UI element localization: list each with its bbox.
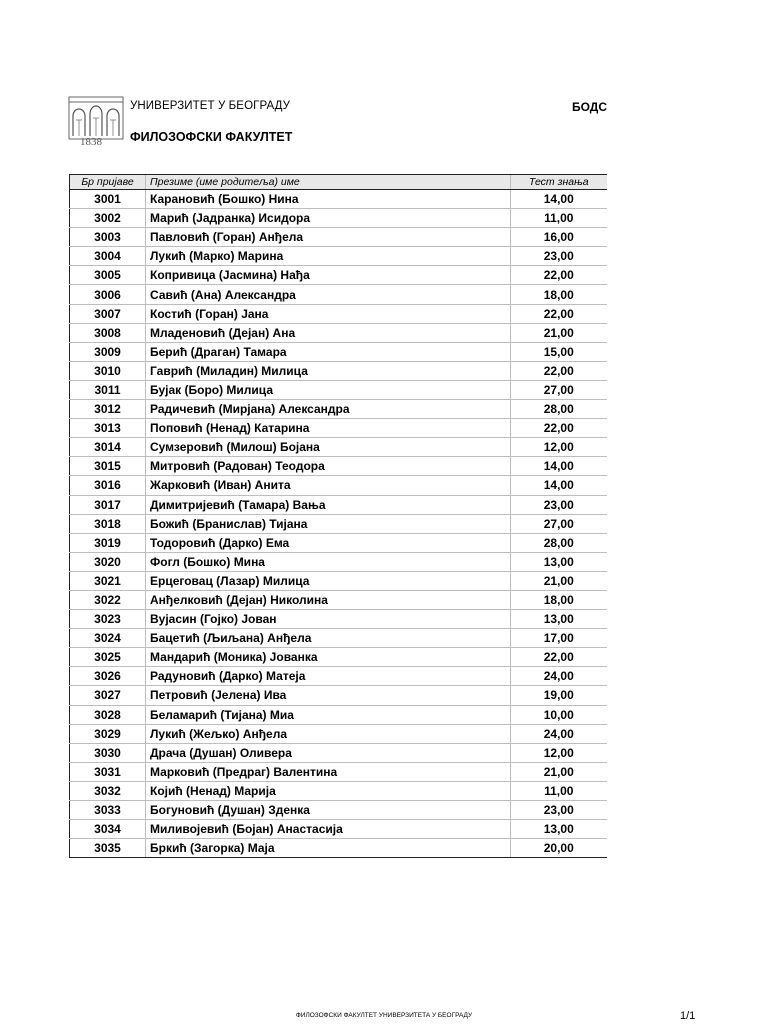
- name-cell: Богуновић (Душан) Зденка: [146, 801, 511, 820]
- name-cell: Мандарић (Моника) Јованка: [146, 648, 511, 667]
- name-cell: Лукић (Жељко) Анђела: [146, 724, 511, 743]
- name-cell: Жарковић (Иван) Анита: [146, 476, 511, 495]
- name-cell: Савић (Ана) Александра: [146, 285, 511, 304]
- table-row: [70, 419, 607, 438]
- test-score-cell: 28,00: [511, 533, 607, 552]
- test-score-cell: 27,00: [511, 514, 607, 533]
- table-row: [70, 438, 607, 457]
- application-number-cell: 3018: [70, 514, 146, 533]
- test-score-cell: 28,00: [511, 400, 607, 419]
- test-score-cell: 13,00: [511, 552, 607, 571]
- table-row: [70, 400, 607, 419]
- table-row: [70, 743, 607, 762]
- name-cell: Гаврић (Миладин) Милица: [146, 361, 511, 380]
- application-number-cell: 3007: [70, 304, 146, 323]
- test-score-cell: 18,00: [511, 285, 607, 304]
- application-number-cell: 3023: [70, 610, 146, 629]
- name-cell: Карановић (Бошко) Нина: [146, 190, 511, 209]
- university-name: УНИВЕРЗИТЕТ У БЕОГРАДУ: [130, 100, 291, 112]
- test-score-cell: 22,00: [511, 419, 607, 438]
- table-row: [70, 610, 607, 629]
- table-row: [70, 514, 607, 533]
- table-row: [70, 380, 607, 399]
- application-number-cell: 3020: [70, 552, 146, 571]
- application-number-cell: 3026: [70, 667, 146, 686]
- table-row: [70, 801, 607, 820]
- application-number-cell: 3035: [70, 839, 146, 858]
- table-row: [70, 533, 607, 552]
- test-score-cell: 11,00: [511, 209, 607, 228]
- application-number-cell: 3027: [70, 686, 146, 705]
- application-number-cell: 3028: [70, 705, 146, 724]
- table-row: [70, 686, 607, 705]
- application-number-cell: 3008: [70, 323, 146, 342]
- footer-text: ФИЛОЗОФСКИ ФАКУЛТЕТ УНИВЕРЗИТЕТА У БЕОГРАДУ: [295, 1012, 473, 1019]
- test-score-cell: 15,00: [511, 342, 607, 361]
- name-cell: Берић (Драган) Тамара: [146, 342, 511, 361]
- test-score-cell: 23,00: [511, 801, 607, 820]
- table-row: [70, 304, 607, 323]
- table-row: [70, 266, 607, 285]
- column-header-test-score: Тест знања: [511, 175, 607, 190]
- test-score-cell: 11,00: [511, 781, 607, 800]
- test-score-cell: 10,00: [511, 705, 607, 724]
- application-number-cell: 3001: [70, 190, 146, 209]
- test-score-cell: 19,00: [511, 686, 607, 705]
- test-score-cell: 14,00: [511, 190, 607, 209]
- table-header-row: [70, 175, 607, 190]
- test-score-cell: 14,00: [511, 457, 607, 476]
- name-cell: Миливојевић (Бојан) Анастасија: [146, 820, 511, 839]
- table-row: [70, 648, 607, 667]
- table-row: [70, 285, 607, 304]
- application-number-cell: 3004: [70, 247, 146, 266]
- application-number-cell: 3006: [70, 285, 146, 304]
- test-score-cell: 24,00: [511, 667, 607, 686]
- column-header-name: Презиме (име родитеља) име: [146, 175, 511, 190]
- table-row: [70, 667, 607, 686]
- table-row: [70, 247, 607, 266]
- name-cell: Радуновић (Дарко) Матеја: [146, 667, 511, 686]
- test-score-cell: 13,00: [511, 820, 607, 839]
- test-score-cell: 20,00: [511, 839, 607, 858]
- table-row: [70, 209, 607, 228]
- table-row: [70, 724, 607, 743]
- application-number-cell: 3013: [70, 419, 146, 438]
- test-score-cell: 22,00: [511, 266, 607, 285]
- table-row: [70, 552, 607, 571]
- application-number-cell: 3011: [70, 380, 146, 399]
- university-logo: [68, 96, 124, 156]
- application-number-cell: 3024: [70, 629, 146, 648]
- table-row: [70, 762, 607, 781]
- table-row: [70, 342, 607, 361]
- name-cell: Марковић (Предраг) Валентина: [146, 762, 511, 781]
- document-header: [68, 96, 768, 156]
- test-score-cell: 18,00: [511, 590, 607, 609]
- application-number-cell: 3002: [70, 209, 146, 228]
- name-cell: Младеновић (Дејан) Ана: [146, 323, 511, 342]
- name-cell: Костић (Горан) Јана: [146, 304, 511, 323]
- test-score-cell: 16,00: [511, 228, 607, 247]
- table-row: [70, 228, 607, 247]
- name-cell: Марић (Јадранка) Исидора: [146, 209, 511, 228]
- test-score-cell: 21,00: [511, 571, 607, 590]
- name-cell: Фогл (Бошко) Мина: [146, 552, 511, 571]
- table-row: [70, 457, 607, 476]
- test-score-cell: 14,00: [511, 476, 607, 495]
- application-number-cell: 3022: [70, 590, 146, 609]
- application-number-cell: 3012: [70, 400, 146, 419]
- name-cell: Поповић (Ненад) Катарина: [146, 419, 511, 438]
- application-number-cell: 3021: [70, 571, 146, 590]
- application-number-cell: 3010: [70, 361, 146, 380]
- name-cell: Радичевић (Мирјана) Александра: [146, 400, 511, 419]
- table-row: [70, 781, 607, 800]
- application-number-cell: 3003: [70, 228, 146, 247]
- table-row: [70, 839, 607, 858]
- name-cell: Ерцеговац (Лазар) Милица: [146, 571, 511, 590]
- test-score-cell: 24,00: [511, 724, 607, 743]
- name-cell: Којић (Ненад) Марија: [146, 781, 511, 800]
- application-number-cell: 3030: [70, 743, 146, 762]
- name-cell: Павловић (Горан) Анђела: [146, 228, 511, 247]
- test-score-cell: 23,00: [511, 495, 607, 514]
- name-cell: Вујасин (Гојко) Јован: [146, 610, 511, 629]
- test-score-cell: 17,00: [511, 629, 607, 648]
- page-number: 1/1: [680, 1010, 696, 1022]
- test-score-cell: 13,00: [511, 610, 607, 629]
- name-cell: Копривица (Јасмина) Нађа: [146, 266, 511, 285]
- test-score-cell: 22,00: [511, 361, 607, 380]
- table-row: [70, 571, 607, 590]
- table-row: [70, 190, 607, 209]
- faculty-name: ФИЛОЗОФСКИ ФАКУЛТЕТ: [130, 130, 293, 144]
- application-number-cell: 3019: [70, 533, 146, 552]
- name-cell: Бацетић (Љиљана) Анђела: [146, 629, 511, 648]
- test-score-cell: 23,00: [511, 247, 607, 266]
- application-number-cell: 3031: [70, 762, 146, 781]
- application-number-cell: 3014: [70, 438, 146, 457]
- test-score-cell: 27,00: [511, 380, 607, 399]
- name-cell: Анђелковић (Дејан) Николина: [146, 590, 511, 609]
- name-cell: Божић (Бранислав) Тијана: [146, 514, 511, 533]
- test-score-cell: 21,00: [511, 762, 607, 781]
- application-number-cell: 3015: [70, 457, 146, 476]
- test-score-cell: 22,00: [511, 304, 607, 323]
- application-number-cell: 3029: [70, 724, 146, 743]
- building-arches-icon: [68, 96, 124, 140]
- application-number-cell: 3009: [70, 342, 146, 361]
- name-cell: Лукић (Марко) Марина: [146, 247, 511, 266]
- document-title: БОДС: [572, 100, 608, 114]
- table-row: [70, 820, 607, 839]
- test-score-cell: 21,00: [511, 323, 607, 342]
- application-number-cell: 3032: [70, 781, 146, 800]
- application-number-cell: 3005: [70, 266, 146, 285]
- name-cell: Тодоровић (Дарко) Ема: [146, 533, 511, 552]
- application-number-cell: 3025: [70, 648, 146, 667]
- table-row: [70, 495, 607, 514]
- application-number-cell: 3017: [70, 495, 146, 514]
- name-cell: Митровић (Радован) Теодора: [146, 457, 511, 476]
- test-score-cell: 22,00: [511, 648, 607, 667]
- table-row: [70, 629, 607, 648]
- table-row: [70, 476, 607, 495]
- results-body: [70, 190, 607, 858]
- table-row: [70, 361, 607, 380]
- application-number-cell: 3016: [70, 476, 146, 495]
- table-row: [70, 590, 607, 609]
- application-number-cell: 3033: [70, 801, 146, 820]
- table-row: [70, 323, 607, 342]
- name-cell: Беламарић (Тијана) Миа: [146, 705, 511, 724]
- name-cell: Бујак (Боро) Милица: [146, 380, 511, 399]
- results-table: [69, 174, 607, 858]
- table-row: [70, 705, 607, 724]
- test-score-cell: 12,00: [511, 743, 607, 762]
- name-cell: Петровић (Јелена) Ива: [146, 686, 511, 705]
- name-cell: Драча (Душан) Оливера: [146, 743, 511, 762]
- logo-year: 1838: [80, 136, 102, 148]
- application-number-cell: 3034: [70, 820, 146, 839]
- name-cell: Бркић (Загорка) Маја: [146, 839, 511, 858]
- name-cell: Сумзеровић (Милош) Бојана: [146, 438, 511, 457]
- test-score-cell: 12,00: [511, 438, 607, 457]
- name-cell: Димитријевић (Тамара) Вања: [146, 495, 511, 514]
- column-header-application-number: Бр пријаве: [70, 175, 146, 190]
